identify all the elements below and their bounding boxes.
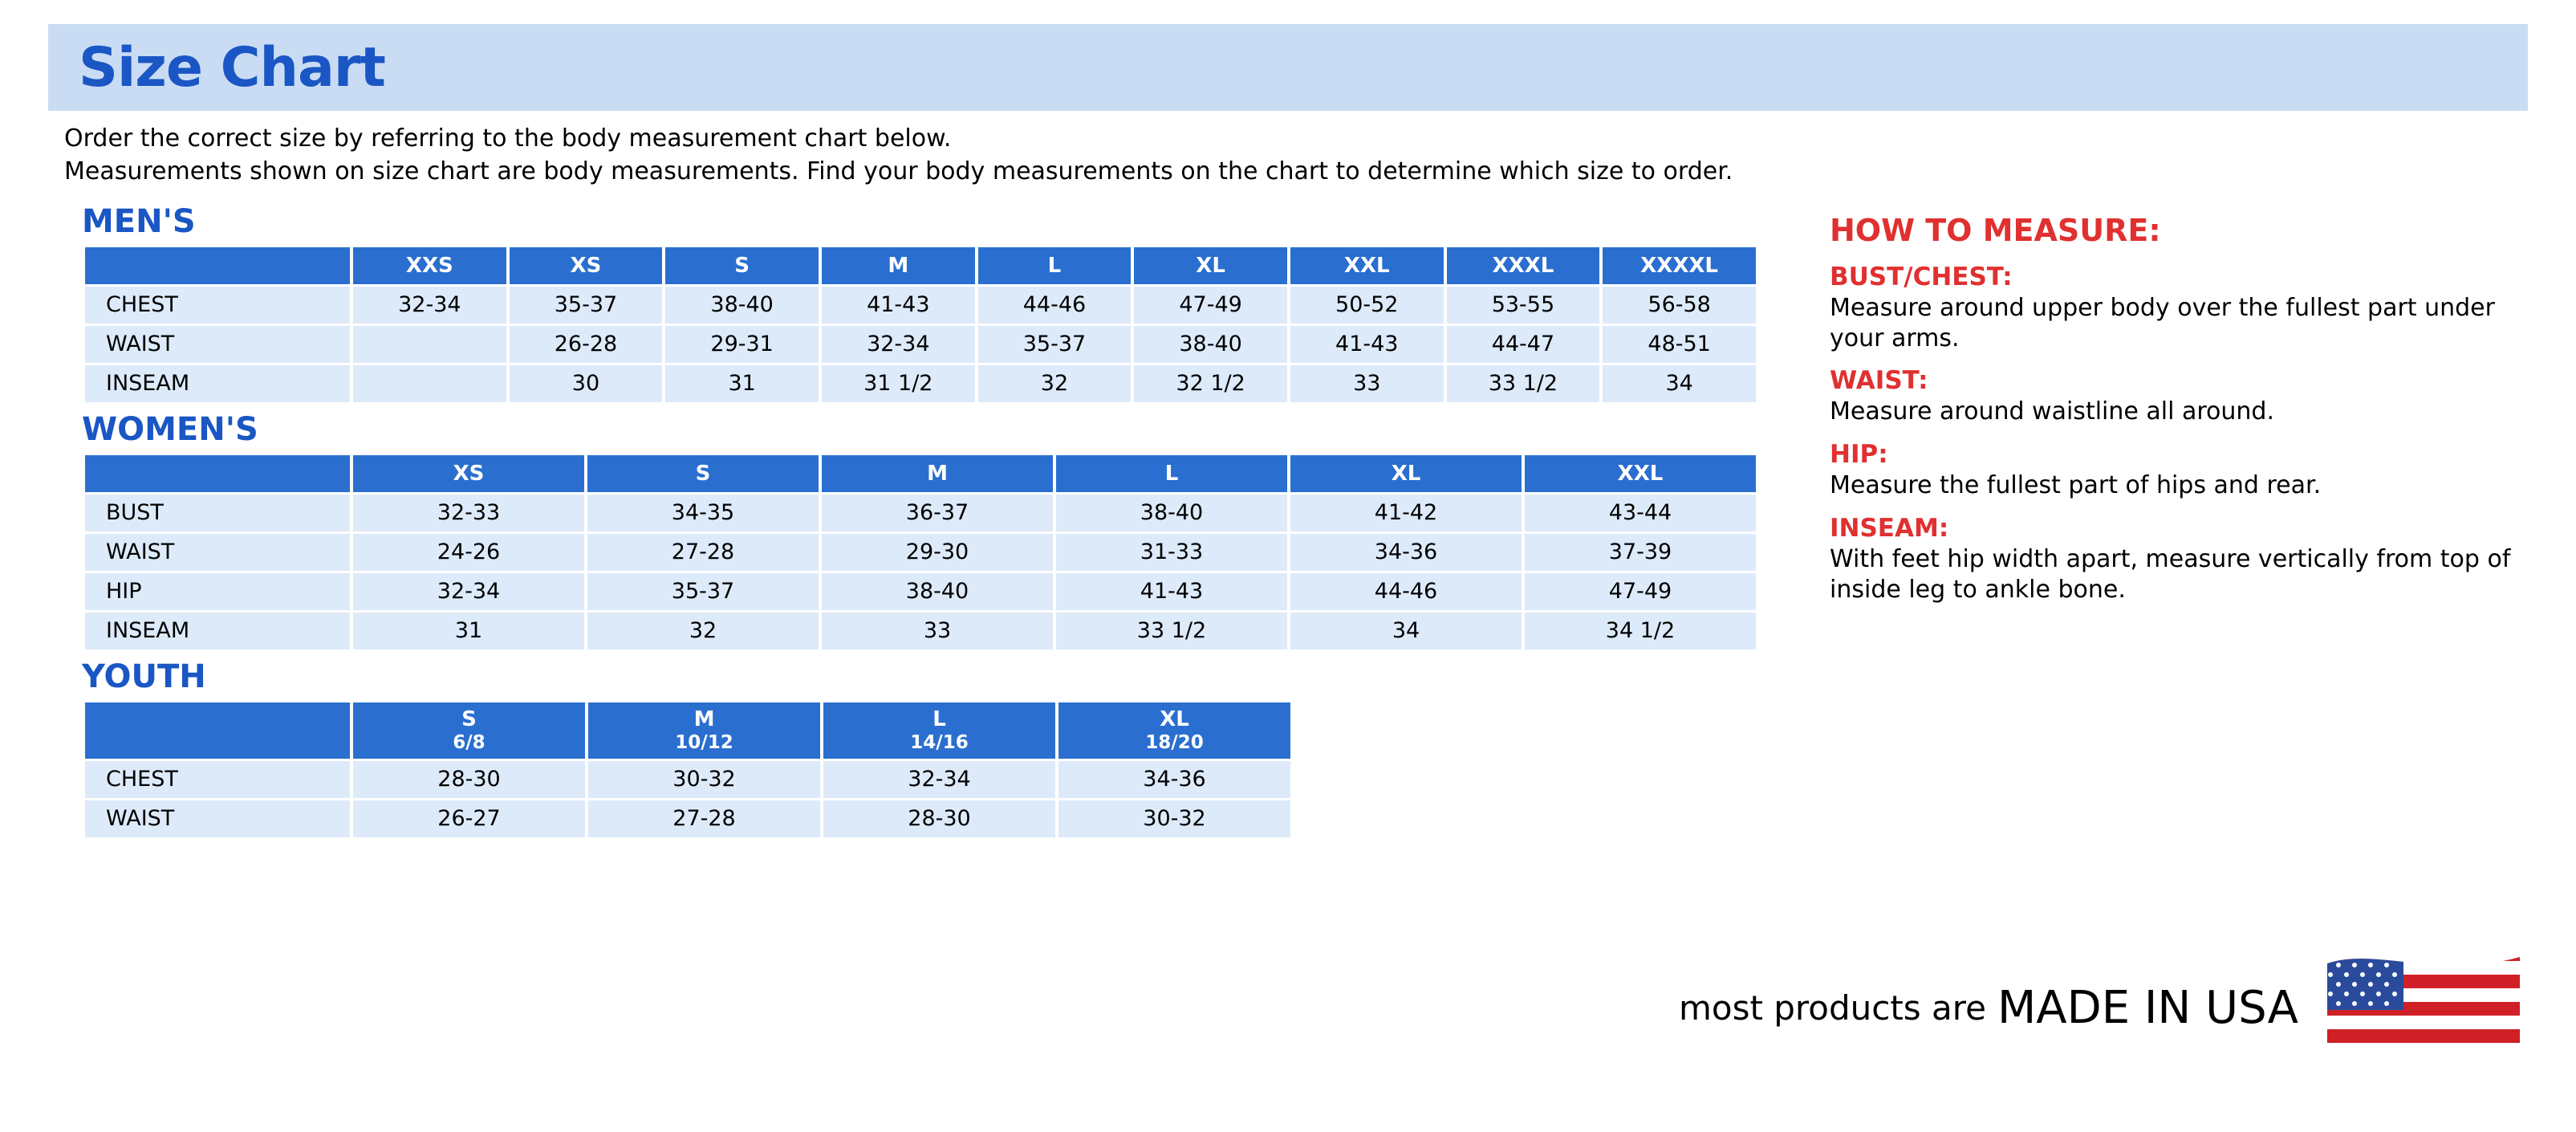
- table-row: [85, 495, 1756, 531]
- measure-description: Measure around waistline all around.: [1830, 397, 2274, 426]
- made-in-usa-block: [1679, 947, 2528, 1068]
- cell: 50-52: [1290, 287, 1444, 324]
- intro-text: [64, 122, 2528, 189]
- cell: 32 1/2: [1134, 365, 1287, 402]
- table-row: [85, 365, 1756, 402]
- cell: 31: [665, 365, 819, 402]
- row-label: INSEAM: [85, 365, 350, 402]
- measure-description: Measure around upper body over the fullest part under your arms.: [1830, 293, 2495, 352]
- how-to-measure-title: HOW TO MEASURE:: [1830, 212, 2161, 248]
- intro-line-2: Measurements shown on size chart are body measurements. Find your body measurements on the chart to determine which size to order.: [64, 157, 1733, 186]
- col-header: M: [822, 455, 1053, 492]
- cell: 30-32: [1058, 800, 1290, 837]
- made-in-usa-emphasis: MADE IN USA: [1997, 981, 2298, 1034]
- measure-term: INSEAM:: [1830, 513, 1949, 543]
- youth-size-table: [82, 700, 1294, 840]
- cell: 36-37: [822, 495, 1053, 531]
- page-title-banner: [48, 24, 2528, 111]
- cell: 32-34: [353, 573, 584, 610]
- cell: 28-30: [353, 761, 585, 798]
- col-header: L: [978, 247, 1132, 284]
- cell: 33 1/2: [1447, 365, 1600, 402]
- col-header: XXXXL: [1603, 247, 1756, 284]
- col-header: L: [1056, 455, 1287, 492]
- col-header-sub: 14/16: [910, 731, 969, 753]
- col-header: M: [822, 247, 975, 284]
- cell: 33: [1290, 365, 1444, 402]
- cell: 32-34: [822, 326, 975, 363]
- col-header: XXXL: [1447, 247, 1600, 284]
- col-header: XXL: [1290, 247, 1444, 284]
- col-header-sub: 6/8: [453, 731, 486, 753]
- cell: 26-28: [510, 326, 663, 363]
- cell: 33 1/2: [1056, 613, 1287, 649]
- table-row: [85, 326, 1756, 363]
- cell: 41-42: [1290, 495, 1522, 531]
- womens-heading: WOMEN'S: [82, 410, 258, 448]
- cell: 38-40: [1134, 326, 1287, 363]
- table-row: [85, 573, 1756, 610]
- col-header: XL: [1134, 247, 1287, 284]
- row-label: WAIST: [85, 326, 350, 363]
- table-header-row: [85, 455, 1756, 492]
- col-header: [85, 702, 350, 759]
- cell: 41-43: [1290, 326, 1444, 363]
- cell: 44-46: [978, 287, 1132, 324]
- row-label: CHEST: [85, 761, 350, 798]
- col-header-main: S: [461, 706, 477, 731]
- cell: 38-40: [665, 287, 819, 324]
- youth-heading: YOUTH: [82, 658, 206, 695]
- table-row: [85, 761, 1290, 798]
- cell: 29-30: [822, 534, 1053, 571]
- measure-item-bust-chest: [1830, 263, 2528, 354]
- col-header: XS: [510, 247, 663, 284]
- measure-item-waist: [1830, 366, 2528, 427]
- col-header: [823, 702, 1055, 759]
- cell: 33: [822, 613, 1053, 649]
- table-header-row: [85, 702, 1290, 759]
- cell: 47-49: [1525, 573, 1756, 610]
- col-header-main: XL: [1160, 706, 1189, 731]
- cell: 32-34: [353, 287, 506, 324]
- col-header: [1058, 702, 1290, 759]
- cell: 32: [978, 365, 1132, 402]
- cell: 44-47: [1447, 326, 1600, 363]
- col-header: XS: [353, 455, 584, 492]
- table-row: [85, 800, 1290, 837]
- col-header: [85, 247, 350, 284]
- col-header: XXS: [353, 247, 506, 284]
- tables-column: [48, 197, 1798, 840]
- measure-item-inseam: [1830, 514, 2528, 605]
- cell: [353, 326, 506, 363]
- table-header-row: [85, 247, 1756, 284]
- col-header: S: [665, 247, 819, 284]
- measure-description: With feet hip width apart, measure vertically from top of inside leg to ankle bone.: [1830, 544, 2511, 604]
- measure-term: BUST/CHEST:: [1830, 262, 2013, 291]
- usa-flag-icon: [2319, 947, 2528, 1068]
- cell: 32: [587, 613, 819, 649]
- mens-size-table: [82, 245, 1759, 405]
- cell: 31 1/2: [822, 365, 975, 402]
- cell: 34-36: [1290, 534, 1522, 571]
- cell: 56-58: [1603, 287, 1756, 324]
- cell: 27-28: [588, 800, 820, 837]
- cell: 29-31: [665, 326, 819, 363]
- table-row: [85, 613, 1756, 649]
- measure-item-hip: [1830, 440, 2528, 501]
- cell: 34: [1603, 365, 1756, 402]
- cell: 32-34: [823, 761, 1055, 798]
- womens-size-table: [82, 453, 1759, 652]
- col-header-sub: 18/20: [1145, 731, 1204, 753]
- col-header: XXL: [1525, 455, 1756, 492]
- cell: 35-37: [978, 326, 1132, 363]
- content-area: [48, 197, 2528, 840]
- cell: 31: [353, 613, 584, 649]
- measure-term: HIP:: [1830, 440, 1888, 470]
- cell: 43-44: [1525, 495, 1756, 531]
- cell: 30: [510, 365, 663, 402]
- cell: 35-37: [510, 287, 663, 324]
- cell: 34-36: [1058, 761, 1290, 798]
- col-header: S: [587, 455, 819, 492]
- table-row: [85, 287, 1756, 324]
- col-header-sub: 10/12: [675, 731, 733, 753]
- made-in-usa-prefix: most products are: [1678, 987, 1986, 1028]
- cell: 34: [1290, 613, 1522, 649]
- col-header: [353, 702, 585, 759]
- cell: 26-27: [353, 800, 585, 837]
- cell: 30-32: [588, 761, 820, 798]
- measure-term: WAIST:: [1830, 366, 1928, 396]
- col-header: [85, 455, 350, 492]
- cell: 27-28: [587, 534, 819, 571]
- cell: 38-40: [822, 573, 1053, 610]
- cell: 34 1/2: [1525, 613, 1756, 649]
- cell: 34-35: [587, 495, 819, 531]
- row-label: INSEAM: [85, 613, 350, 649]
- measure-description: Measure the fullest part of hips and rear.: [1830, 471, 2322, 500]
- intro-line-1: Order the correct size by referring to the body measurement chart below.: [64, 124, 952, 153]
- cell: 24-26: [353, 534, 584, 571]
- row-label: CHEST: [85, 287, 350, 324]
- row-label: BUST: [85, 495, 350, 531]
- cell: [353, 365, 506, 402]
- cell: 31-33: [1056, 534, 1287, 571]
- row-label: WAIST: [85, 800, 350, 837]
- cell: 41-43: [1056, 573, 1287, 610]
- col-header-main: M: [693, 706, 715, 731]
- cell: 41-43: [822, 287, 975, 324]
- cell: 37-39: [1525, 534, 1756, 571]
- mens-heading: MEN'S: [82, 202, 196, 240]
- cell: 53-55: [1447, 287, 1600, 324]
- cell: 48-51: [1603, 326, 1756, 363]
- cell: 35-37: [587, 573, 819, 610]
- cell: 32-33: [353, 495, 584, 531]
- col-header-main: L: [932, 706, 946, 731]
- cell: 28-30: [823, 800, 1055, 837]
- row-label: WAIST: [85, 534, 350, 571]
- cell: 47-49: [1134, 287, 1287, 324]
- row-label: HIP: [85, 573, 350, 610]
- col-header: [588, 702, 820, 759]
- table-row: [85, 534, 1756, 571]
- cell: 38-40: [1056, 495, 1287, 531]
- cell: 44-46: [1290, 573, 1522, 610]
- page-title: Size Chart: [79, 35, 385, 100]
- col-header: XL: [1290, 455, 1522, 492]
- how-to-measure-panel: [1798, 197, 2528, 840]
